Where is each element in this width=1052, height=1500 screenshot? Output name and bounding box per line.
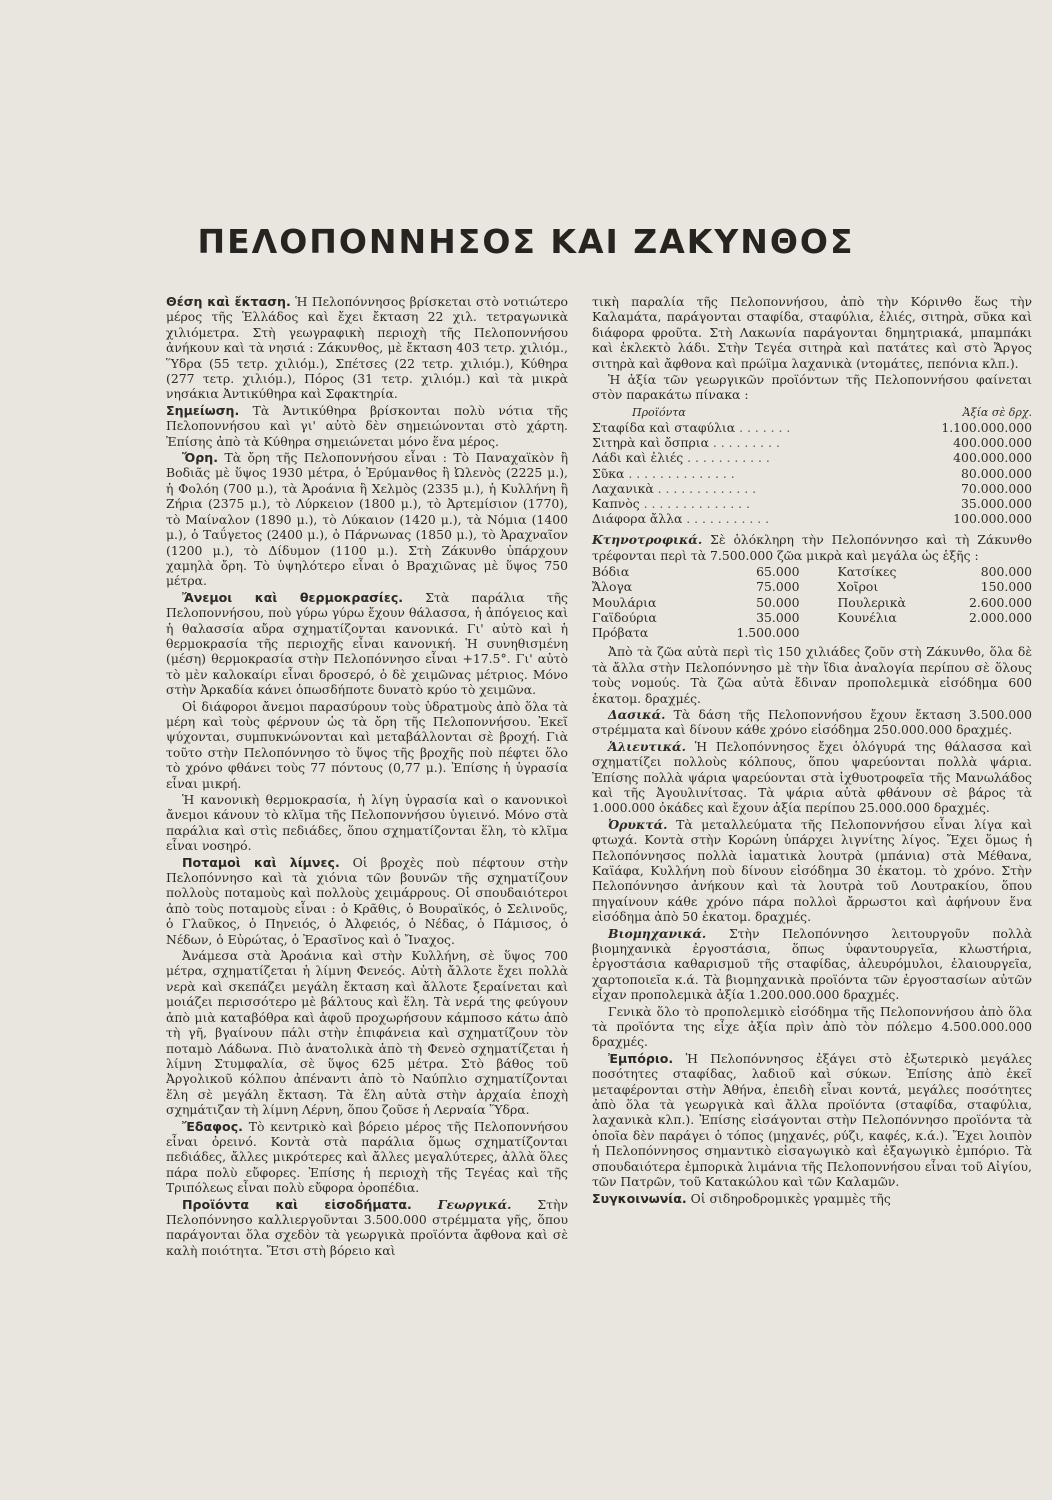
table-row xyxy=(592,595,1032,610)
paragraph-position-area xyxy=(166,294,568,402)
animal-name: Πρόβατα xyxy=(592,625,649,641)
heading-soil: Ἔδαφος. xyxy=(182,1118,243,1134)
products-table xyxy=(592,405,1032,527)
text-minerals: Τὰ μεταλλεύματα τῆς Πελοποννήσου εἶναι λίγα καὶ φτωχά. Κοντὰ στὴν Κορώνη ὑπάρχει λιγνίτης λίγος. Ἔχει ὅμως ἡ Πελοπόννησος πολλὰ ἰαματικὰ λουτρὰ (μπάνια) στὰ Μέθανα, Καϊάφα, Κυλλήνη ποὺ δίνουν εἰσόδημα 30 ἑκατομ. τὸ χρόνο. Στὴν Πελοπόννησο ἀνήκουν καὶ τὰ λουτρὰ τοῦ Λουτρακίου, ὅπου πηγαίνουν κάθε χρόνο πάρα πολλοὶ ἄρρωστοι καὶ ἀφήνουν ἕνα εἰσόδημα ἀπὸ 50 ἑκατομ. δραχμές. xyxy=(592,816,1032,925)
table-row: Λάδι καὶ ἐλιές . . . . . . . . . . . 400.000.000 xyxy=(592,450,1032,466)
text-transport: Οἱ σιδηροδρομικὲς γραμμὲς τῆς xyxy=(690,1190,891,1206)
paragraph-rain: Οἱ διάφοροι ἄνεμοι παρασύρουν τοὺς ὑδρατμοὺς ἀπὸ ὅλα τὰ μέρη καὶ τοὺς φέρνουν ὡς τὰ ὄρη τῆς Πελοποννήσου. Ἐκεῖ ψύχονται, συμπυκνώνονται καὶ μεταβάλλονται σὲ βροχή. Γιὰ τοῦτο στὴν Πελοπόννησο τὸ ὕψος τῆς βροχῆς ποὺ πέφτει ὅλο τὸ χρόνο φθάνει τοὺς 77 πόντους (0,77 μ.). Ἐπίσης ἡ ὑγρασία εἶναι μικρή. xyxy=(166,698,568,791)
product-name: Σιτηρὰ καὶ ὄσπρια xyxy=(592,435,709,451)
paragraph-lakes: Ἀνάμεσα στὰ Ἀροάνια καὶ στὴν Κυλλήνη, σὲ ὕψος 700 μέτρα, σχηματίζεται ἡ λίμνη Φενεός. Αὐτὴ ἄλλοτε ἔχει πολλὰ νερὰ καὶ σκεπάζει μεγάλη ἔκταση καὶ ἄλλοτε ξεραίνεται καὶ μοιάζει περισσότερο μὲ βάλτους καὶ ἕλη. Τὰ νερά της φεύγουν ἀπὸ μιὰ καταβόθρα καὶ ἀφοῦ προχωρήσουν κάμποσο κάτω ἀπὸ τὴ γῆ, βγαίνουν πάλι στὴν ἐπιφάνεια καὶ σχηματίζουν τὸν ποταμὸ Λάδωνα. Πιὸ ἀνατολικὰ ἀπὸ τὴ Φενεὸ σχηματίζεται ἡ λίμνη Στυμφαλία, σὲ ὕψος 625 μέτρα. Στὸ βάθος τοῦ Ἀργολικοῦ κόλπου ἀπέναντι ἀπὸ τὸ Ναύπλιο σχηματίζονται ἕλη σὲ μεγάλη ἔκταση. Τὰ ἕλη αὐτὰ στὴν ἀρχαία ἐποχὴ σχημάτιζαν τὴ λίμνη Λέρνη, ὅπου ζοῦσε ἡ Λερναία Ὕδρα. xyxy=(166,948,568,1118)
animal-count: 65.000 xyxy=(756,564,800,580)
text-industry: Στὴν Πελοπόννησο λειτουργοῦν πολλὰ βιομηχανικὰ ἐργοστάσια, ὅπως ὑφαντουργεῖα, κλωστήρια, ἐργοστάσια καθαρισμοῦ τῆς σταφίδας, ἀλευρόμυλοι, ἐλαιουργεῖα, χαρτοποιεῖα κ.ά. Τὰ βιομηχανικὰ προϊόντα τῶν ἐργοστασίων αὐτῶν εἶχαν προπολεμικὰ ἀξία 1.200.000.000 δραχμές. xyxy=(592,925,1032,1003)
paragraph-rivers xyxy=(166,855,568,947)
animal-name: Κατσίκες xyxy=(837,564,897,580)
product-name: Διάφορα ἄλλα xyxy=(592,511,683,527)
animal-count: 50.000 xyxy=(756,594,800,610)
product-value: 400.000.000 xyxy=(953,435,1032,451)
heading-industry: Βιομηχανικά. xyxy=(608,925,707,941)
animal-count: 35.000 xyxy=(756,609,800,625)
heading-forestry: Δασικά. xyxy=(608,706,666,722)
paragraph-agri-value: Ἡ ἀξία τῶν γεωργικῶν προϊόντων τῆς Πελοποννήσου φαίνεται στὸν παρακάτω πίνακα : xyxy=(592,372,1032,403)
table-row xyxy=(592,625,1032,640)
paragraph-agri-continued: τικὴ παραλία τῆς Πελοποννήσου, ἀπὸ τὴν Κόρινθο ἕως τὴν Καλαμάτα, παράγονται σταφίδα, σταφύλια, ἐλιές, σιτηρὰ, σῦκα καὶ διάφορα φροῦτα. Στὴ Λακωνία παράγονται δημητριακά, μπαμπάκι καὶ ἐκλεκτὸ λάδι. Στὴν Τεγέα σιτηρὰ καὶ πατάτες καὶ στὸ Ἄργος σιτηρὰ καὶ ἄφθονα καὶ πρώϊμα λαχανικὰ (ντομάτες, πεπόνια κλπ.). xyxy=(592,294,1032,371)
page-title: ΠΕΛΟΠΟΝΝΗΣΟΣ ΚΑΙ ΖΑΚΥΝΘΟΣ xyxy=(197,222,855,261)
right-column xyxy=(592,294,1032,1207)
paragraph-winds xyxy=(166,590,568,698)
animal-name: Βόδια xyxy=(592,564,630,580)
animal-name: Κουνέλια xyxy=(837,609,897,625)
animal-name xyxy=(838,625,939,640)
text-products: Στὴν Πελοπόννησο καλλιεργοῦνται 3.500.000 στρέμματα γῆς, ὅπου παράγονται ὅλα σχεδὸν τὰ γεωργικὰ προϊόντα ἄφθονα καὶ σὲ καλὴ ποιότητα. Ἔτσι στὴ βόρειο καὶ xyxy=(166,1196,568,1258)
table-header-product: Προϊόντα xyxy=(632,405,686,419)
text-rivers: Οἱ βροχὲς ποὺ πέφτουν στὴν Πελοπόννησο καὶ τὰ χιόνια τῶν βουνῶν τῆς σχηματίζουν πολλοὺς ποταμοὺς καὶ πολλοὺς χειμάρρους. Οἱ σπουδαιότεροι ἀπὸ τοὺς ποταμοὺς εἶναι : ὁ Κρᾶθις, ὁ Βουραϊκός, ὁ Σελινοῦς, ὁ Γλαῦκος, ὁ Πηνειός, ὁ Ἀλφειός, ὁ Νέδας, ὁ Πάμισος, ὁ Νέδων, ὁ Εὐρώτας, ὁ Ἐρασῖνος καὶ ὁ Ἴναχος. xyxy=(166,854,568,947)
text-mountains: Τὰ ὄρη τῆς Πελοποννήσου εἶναι : Τὸ Παναχαϊκὸν ἢ Βοδιᾶς μὲ ὕψος 1930 μέτρα, ὁ Ἐρύμανθος ἢ Ὠλενὸς (2225 μ.), ἡ Φολόη (700 μ.), τὰ Ἀροάνια ἢ Χελμὸς (2335 μ.), ἡ Κυλλήνη ἢ Ζήρια (2375 μ.), τὸ Λύρκειον (1800 μ.), τὸ Ἀρτεμίσιον (1770), τὸ Μαίναλον (1890 μ.), τὸ Λύκαιον (1420 μ.), τὰ Νόμια (1400 μ.), ὁ Ταΰγετος (2400 μ.), ὁ Πάρνωνας (1850 μ.), τὸ Ἀραχναῖον (1200 μ.), τὸ Δίδυμον (1100 μ.). Στὴ Ζάκυνθο ὑπάρχουν χαμηλὰ ὄρη. Τὸ ὑψηλότερο εἶναι ὁ Βραχιῶνας μὲ ὕψος 750 μέτρα. xyxy=(166,450,568,589)
heading-note: Σημείωση. xyxy=(166,402,240,418)
heading-minerals: Ὀρυκτά. xyxy=(608,816,668,832)
text-livestock: Σὲ ὁλόκληρη τὴν Πελοπόννησο καὶ τὴ Ζάκυνθο τρέφονται περὶ τὰ 7.500.000 ζῶα μικρὰ καὶ μεγάλα ὡς ἑξῆς : xyxy=(592,532,1032,563)
text-forestry: Τὰ δάση τῆς Πελοποννήσου ἔχουν ἔκταση 3.500.000 στρέμματα καὶ δίνουν κάθε χρόνο εἰσόδημα 250.000.000 δραχμές. xyxy=(592,706,1032,738)
product-value: 35.000.000 xyxy=(961,496,1032,512)
animal-count: 1.500.000 xyxy=(736,625,800,641)
table-row: Λαχανικὰ . . . . . . . . . . . . . 70.000.000 xyxy=(592,480,1032,496)
table-row xyxy=(592,564,1032,579)
paragraph-animals-distribution: Ἀπὸ τὰ ζῶα αὐτὰ περὶ τὶς 150 χιλιάδες ζοῦν στὴ Ζάκυνθο, ὅλα δὲ τὰ ἄλλα στὴν Πελοπόννησο μὲ τὴν ἴδια ἀναλογία περίπου σὲ ὅλους τοὺς νομούς. Τὰ ζῶα αὐτὰ ἔδιναν προπολεμικὰ εἰσόδημα 600 ἑκατομ. δραχμές. xyxy=(592,644,1032,706)
paragraph-transport xyxy=(592,1191,1032,1206)
product-value: 80.000.000 xyxy=(961,465,1032,481)
text-winds: Στὰ παράλια τῆς Πελοποννήσου, ποὺ γύρω γύρω ἔχουν θάλασσα, ἡ ἀπόγειος καὶ ἡ θαλασσία αὔρα σχηματίζονται κανονικά. Γι' αὐτὸ καὶ ἡ θερμοκρασία τῆς περιοχῆς εἶναι κανονική. Ἡ συνηθισμένη (μέση) θερμοκρασία στὴν Πελοπόννησο εἶναι +17.5°. Γι' αὐτὸ τὸ μὲν καλοκαίρι εἶναι δροσερό, ὁ δὲ χειμῶνας μέτριος. Μόνο στὴν Ἀρκαδία κάνει ὁπωσδήποτε δυνατὸ κρύο τὸ χειμῶνα. xyxy=(166,589,568,698)
heading-transport: Συγκοινωνία. xyxy=(592,1190,687,1206)
animal-count: 800.000 xyxy=(980,564,1032,580)
table-row: Διάφορα ἄλλα . . . . . . . . . . . 100.000.000 xyxy=(592,511,1032,527)
animal-name: Γαϊδούρια xyxy=(592,609,657,625)
product-value: 70.000.000 xyxy=(961,480,1032,496)
product-name: Λάδι καὶ ἐλιές xyxy=(592,450,684,466)
animal-name: Μουλάρια xyxy=(592,594,657,610)
product-name: Σταφίδα καὶ σταφύλια xyxy=(592,420,736,436)
text-trade: Ἡ Πελοπόννησος ἐξάγει στὸ ἐξωτερικὸ μεγάλες ποσότητες σταφίδας, λαδιοῦ καὶ σύκων. Ἐπίσης ἀπὸ ἐκεῖ μεταφέρονται στὴν Ἀθήνα, ἐπειδὴ εἶναι κοντά, μεγάλες ποσότητες ἀπὸ ὅλα τὰ γεωργικὰ καὶ ἄλλα προϊόντα (σταφίδα, σταφύλια, λαχανικὰ κλπ.). Ἐπίσης εἰσάγονται στὴν Πελοπόννησο προϊόντα τὰ ὁποῖα δὲν παράγει ὁ τόπος (μηχανές, ρύζι, καφές, κ.ά.). Ἔχει λοιπὸν ἡ Πελοπόννησος σημαντικὸ εἰσαγωγικὸ καὶ ἐξαγωγικὸ ἐμπόριο. Τὰ σπουδαιότερα ἐμπορικὰ λιμάνια τῆς Πελοποννήσου εἶναι τοῦ Αἰγίου, τῶν Πατρῶν, τοῦ Κατακώλου καὶ τῶν Καλαμῶν. xyxy=(592,1050,1032,1190)
animal-name: Ἄλογα xyxy=(592,579,633,595)
heading-livestock: Κτηνοτροφικά. xyxy=(592,532,703,548)
paragraph-forestry xyxy=(592,707,1032,738)
heading-winds: Ἄνεμοι καὶ θερμοκρασίες. xyxy=(182,589,404,605)
table-row xyxy=(592,579,1032,594)
animal-name: Πουλερικὰ xyxy=(837,594,906,610)
product-name: Καπνὸς xyxy=(592,496,640,512)
product-value: 1.100.000.000 xyxy=(941,420,1032,436)
animal-name: Χοῖροι xyxy=(837,579,879,595)
paragraph-minerals xyxy=(592,817,1032,925)
animal-count xyxy=(939,625,1032,640)
table-row: Σιτηρὰ καὶ ὄσπρια . . . . . . . . . 400.000.000 xyxy=(592,435,1032,451)
animal-count: 2.000.000 xyxy=(968,609,1032,625)
paragraph-soil xyxy=(166,1119,568,1196)
heading-products: Προϊόντα καὶ εἰσοδήματα. xyxy=(182,1196,412,1212)
paragraph-fishing xyxy=(592,739,1032,816)
paragraph-total-income: Γενικὰ ὅλο τὸ προπολεμικὸ εἰσόδημα τῆς Πελοποννήσου ἀπὸ ὅλα τὰ προϊόντα της εἶχε ἀξία πρὶν ἀπὸ τὸν πόλεμο 4.500.000.000 δραχμές. xyxy=(592,1003,1032,1050)
text-position-area: Ἡ Πελοπόννησος βρίσκεται στὸ νοτιώτερο μέρος τῆς Ἑλλάδος καὶ ἔχει ἔκταση 22 χιλ. τετραγωνικὰ χιλιόμετρα. Στὴ γεωγραφικὴ περιοχὴ τῆς Πελοποννήσου ἀνήκουν καὶ τὰ νησιά : Ζάκυνθος, μὲ ἔκταση 403 τετρ. χιλιόμ., Ὕδρα (55 τετρ. χιλιόμ.), Σπέτσες (22 τετρ. χιλιόμ.), Κύθηρα (277 τετρ. χιλιόμ.), Πόρος (31 τετρ. χιλιόμ.) καὶ τὰ μικρὰ νησάκια Ἀντικύθηρα καὶ Σφακτηρία. xyxy=(166,294,568,402)
heading-rivers: Ποταμοὶ καὶ λίμνες. xyxy=(182,854,340,870)
heading-mountains: Ὄρη. xyxy=(182,450,219,466)
animal-count: 2.600.000 xyxy=(968,594,1032,610)
table-row xyxy=(592,610,1032,625)
animals-table xyxy=(592,564,1032,640)
heading-position-area: Θέση καὶ ἔκταση. xyxy=(166,294,291,309)
text-fishing: Ἡ Πελοπόννησος ἔχει ὁλόγυρά της θάλασσα καὶ σχηματίζει πολλοὺς κόλπους, ὅπου ψαρεύονται πολλὰ ψάρια. Ἐπίσης πολλὰ ψάρια ψαρεύονται στὰ ἰχθυοτροφεῖα τῆς Μανωλάδος καὶ τῆς Ἀγουλινίτσας. Τὰ ψάρια αὐτὰ φθάνουν σὲ βάρος τὰ 1.000.000 ὀκάδες καὶ ἔχουν ἀξία περίπου 25.000.000 δραχμές. xyxy=(592,738,1032,816)
product-name: Λαχανικὰ xyxy=(592,480,654,496)
product-name: Σῦκα xyxy=(592,465,625,481)
table-row: Σταφίδα καὶ σταφύλια . . . . . . . 1.100.000.000 xyxy=(592,420,1032,436)
paragraph-industry xyxy=(592,926,1032,1003)
text-note: Τὰ Ἀντικύθηρα βρίσκονται πολὺ νότια τῆς Πελοποννήσου καὶ γι' αὐτὸ δὲν σημειώνονται στὸ χάρτη. Ἐπίσης ἀπὸ τὰ Κύθηρα σημειώνεται μόνο ἕνα μέρος. xyxy=(166,402,568,449)
table-header-value: Ἀξία σὲ δρχ. xyxy=(962,405,1032,419)
animal-count: 150.000 xyxy=(980,579,1032,595)
paragraph-products xyxy=(166,1197,568,1259)
paragraph-trade xyxy=(592,1051,1032,1190)
table-row: Καπνὸς . . . . . . . . . . . . . . 35.000.000 xyxy=(592,496,1032,512)
paragraph-mountains xyxy=(166,450,568,589)
product-value: 400.000.000 xyxy=(953,450,1032,466)
heading-fishing: Ἁλιευτικά. xyxy=(608,738,686,754)
table-row: Σῦκα . . . . . . . . . . . . . . 80.000.000 xyxy=(592,465,1032,481)
subheading-agricultural: Γεωργικά. xyxy=(437,1196,512,1212)
left-column xyxy=(166,294,568,1259)
animal-count: 75.000 xyxy=(756,579,800,595)
product-value: 100.000.000 xyxy=(953,511,1032,527)
paragraph-note xyxy=(166,403,568,449)
heading-trade: Ἐμπόριο. xyxy=(608,1050,674,1066)
paragraph-livestock xyxy=(592,532,1032,563)
text-soil: Τὸ κεντρικὸ καὶ βόρειο μέρος τῆς Πελοποννήσου εἶναι ὀρεινό. Κοντὰ στὰ παράλια ὅμως σχηματίζονται πεδιάδες, ἄλλες μικρότερες καὶ ἄλλες μεγαλύτερες, ἀλλὰ ὅλες πάρα πολὺ εὔφορες. Ἐπίσης ἡ περιοχὴ τῆς Τεγέας καὶ τῆς Τριπόλεως εἶναι πολὺ εὔφορα ὀροπέδια. xyxy=(166,1118,568,1196)
paragraph-climate: Ἡ κανονικὴ θερμοκρασία, ἡ λίγη ὑγρασία καὶ ο κανονικοὶ ἄνεμοι κάνουν τὸ κλῖμα τῆς Πελοποννήσου ὑγιεινό. Μόνο στὰ παράλια καὶ στὶς πεδιάδες, ὅπου σχηματίζονται ἕλη, τὸ κλῖμα εἶναι νοσηρό. xyxy=(166,792,568,854)
